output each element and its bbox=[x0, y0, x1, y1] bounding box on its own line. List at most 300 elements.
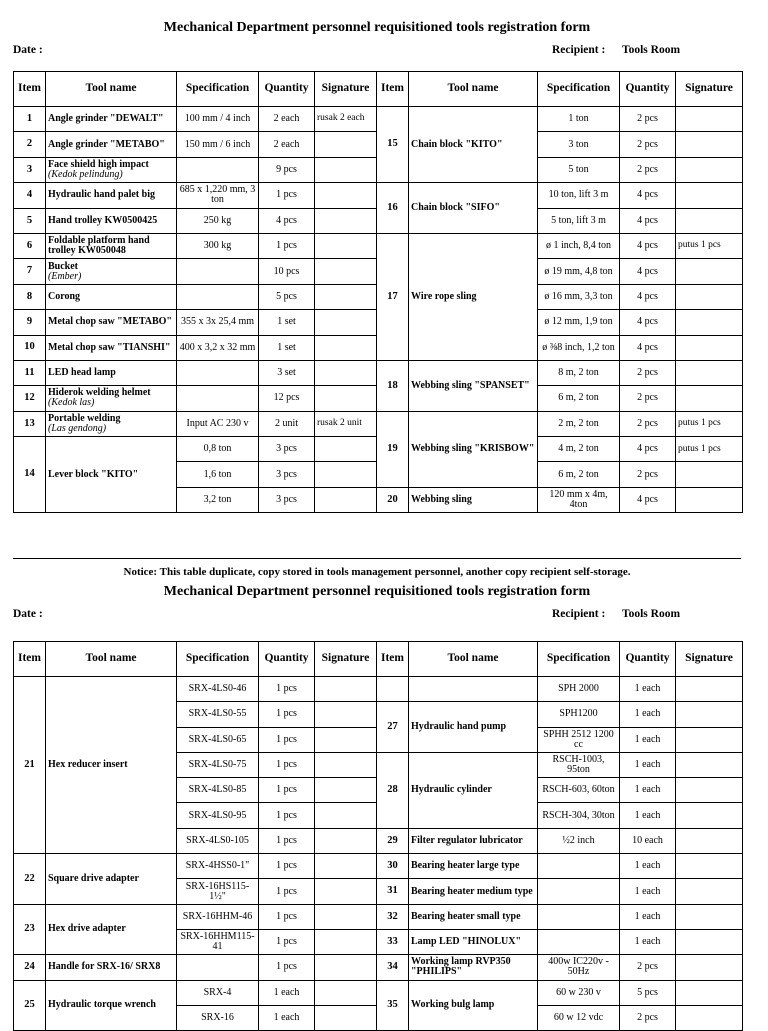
header-signature: Signature bbox=[315, 72, 377, 107]
tool-name bbox=[409, 980, 538, 1031]
quantity: 4 pcs bbox=[620, 487, 676, 512]
quantity: 1 pcs bbox=[259, 233, 315, 258]
header-tool-name: Tool name bbox=[409, 72, 538, 107]
quantity: 1 each bbox=[620, 727, 676, 752]
item-number: 2 bbox=[14, 132, 46, 157]
header-tool-name: Tool name bbox=[46, 72, 177, 107]
specification: SRX-4LS0-65 bbox=[177, 727, 259, 752]
tool-name-text: Webbing sling "KRISBOW" bbox=[411, 443, 535, 455]
item-number: 19 bbox=[377, 411, 409, 487]
quantity: 3 pcs bbox=[259, 462, 315, 487]
form1-table bbox=[13, 71, 743, 513]
header-specification: Specification bbox=[538, 72, 620, 107]
specification bbox=[177, 284, 259, 309]
tool-name bbox=[46, 437, 177, 513]
specification: ø 19 mm, 4,8 ton bbox=[538, 259, 620, 284]
header-specification: Specification bbox=[177, 642, 259, 677]
quantity: 1 pcs bbox=[259, 183, 315, 208]
quantity: 1 each bbox=[620, 929, 676, 954]
tool-name-text: Hand trolley KW0500425 bbox=[48, 214, 158, 226]
tool-name-text: Portable welding bbox=[48, 412, 121, 424]
tool-name-text: Bucket bbox=[48, 260, 78, 272]
tool-name bbox=[409, 183, 538, 234]
signature bbox=[676, 955, 743, 980]
tool-name bbox=[46, 386, 177, 411]
quantity: 2 pcs bbox=[620, 955, 676, 980]
header-specification: Specification bbox=[177, 72, 259, 107]
tool-name bbox=[409, 955, 538, 980]
quantity: 4 pcs bbox=[620, 183, 676, 208]
tool-name bbox=[46, 183, 177, 208]
specification: SPHH 2512 1200 cc bbox=[538, 727, 620, 752]
tool-name bbox=[46, 107, 177, 132]
signature bbox=[315, 854, 377, 879]
form1-title: Mechanical Department personnel requisitioned tools registration form bbox=[163, 20, 591, 35]
specification: 685 x 1,220 mm, 3 ton bbox=[177, 183, 259, 208]
signature bbox=[676, 284, 743, 309]
signature bbox=[315, 157, 377, 182]
signature bbox=[676, 929, 743, 954]
signature bbox=[676, 487, 743, 512]
signature bbox=[676, 462, 743, 487]
tool-name bbox=[46, 208, 177, 233]
header-signature: Signature bbox=[676, 72, 743, 107]
quantity: 1 each bbox=[620, 854, 676, 879]
quantity: 1 pcs bbox=[259, 702, 315, 727]
item-number: 25 bbox=[14, 980, 46, 1031]
quantity: 1 pcs bbox=[259, 828, 315, 853]
specification: 0,8 ton bbox=[177, 437, 259, 462]
quantity: 1 pcs bbox=[259, 879, 315, 904]
quantity: 4 pcs bbox=[620, 335, 676, 360]
specification: ½2 inch bbox=[538, 828, 620, 853]
item-number: 16 bbox=[377, 183, 409, 234]
specification: SRX-4LS0-55 bbox=[177, 702, 259, 727]
signature bbox=[676, 854, 743, 879]
header-quantity: Quantity bbox=[620, 642, 676, 677]
specification: 5 ton bbox=[538, 157, 620, 182]
signature bbox=[315, 929, 377, 954]
item-number: 8 bbox=[14, 284, 46, 309]
tool-name-text: Metal chop saw "TIANSHI" bbox=[48, 341, 171, 353]
item-number: 3 bbox=[14, 157, 46, 182]
quantity: 3 pcs bbox=[259, 487, 315, 512]
tool-name bbox=[46, 677, 177, 854]
specification: 4 m, 2 ton bbox=[538, 437, 620, 462]
table-row bbox=[14, 904, 743, 929]
quantity: 3 pcs bbox=[259, 437, 315, 462]
quantity: 2 pcs bbox=[620, 157, 676, 182]
signature: putus 1 pcs bbox=[676, 411, 743, 436]
specification: SPH 2000 bbox=[538, 677, 620, 702]
specification: SRX-4HSS0-1" bbox=[177, 854, 259, 879]
signature bbox=[676, 335, 743, 360]
item-number: 23 bbox=[14, 904, 46, 955]
table-row bbox=[14, 233, 743, 258]
quantity: 2 pcs bbox=[620, 1005, 676, 1030]
signature bbox=[315, 980, 377, 1005]
specification: 3,2 ton bbox=[177, 487, 259, 512]
quantity: 4 pcs bbox=[620, 310, 676, 335]
table-row bbox=[14, 677, 743, 702]
tool-name-text: Bearing heater medium type bbox=[411, 885, 533, 897]
specification: SRX-16HHM-46 bbox=[177, 904, 259, 929]
quantity: 9 pcs bbox=[259, 157, 315, 182]
header-signature: Signature bbox=[315, 642, 377, 677]
tool-name bbox=[409, 904, 538, 929]
tool-name bbox=[46, 259, 177, 284]
tool-name bbox=[46, 310, 177, 335]
tool-name-text: Webbing sling "SPANSET" bbox=[411, 379, 530, 391]
specification: ø 1 inch, 8,4 ton bbox=[538, 233, 620, 258]
tool-name-text: Hydraulic hand pump bbox=[411, 721, 507, 733]
tool-name-text: Angle grinder "METABO" bbox=[48, 138, 165, 150]
item-number: 28 bbox=[377, 752, 409, 828]
tool-name bbox=[409, 677, 538, 702]
quantity: 1 pcs bbox=[259, 677, 315, 702]
specification: SRX-4LS0-75 bbox=[177, 752, 259, 777]
tool-name-text: Chain block "KITO" bbox=[411, 138, 503, 150]
quantity: 1 pcs bbox=[259, 778, 315, 803]
form2-recipient-value: Tools Room bbox=[622, 608, 681, 620]
signature bbox=[676, 1005, 743, 1030]
quantity: 1 pcs bbox=[259, 803, 315, 828]
quantity: 4 pcs bbox=[620, 259, 676, 284]
header-item: Item bbox=[14, 72, 46, 107]
tool-name bbox=[409, 752, 538, 828]
quantity: 2 pcs bbox=[620, 386, 676, 411]
signature bbox=[315, 437, 377, 462]
tool-name-text: Hydraulic cylinder bbox=[411, 784, 492, 796]
quantity: 4 pcs bbox=[259, 208, 315, 233]
signature bbox=[676, 752, 743, 777]
quantity: 1 pcs bbox=[259, 955, 315, 980]
quantity: 10 pcs bbox=[259, 259, 315, 284]
quantity: 5 pcs bbox=[259, 284, 315, 309]
specification: 300 kg bbox=[177, 233, 259, 258]
item-number: 10 bbox=[14, 335, 46, 360]
specification: 8 m, 2 ton bbox=[538, 360, 620, 385]
item-number: 34 bbox=[377, 955, 409, 980]
signature bbox=[315, 879, 377, 904]
specification: 5 ton, lift 3 m bbox=[538, 208, 620, 233]
quantity: 1 set bbox=[259, 310, 315, 335]
quantity: 2 pcs bbox=[620, 360, 676, 385]
tool-name-note: (Kedok pelindung) bbox=[48, 168, 123, 180]
item-number: 24 bbox=[14, 955, 46, 980]
quantity: 2 pcs bbox=[620, 462, 676, 487]
item-number: 21 bbox=[14, 677, 46, 854]
notice-text: Notice: This table duplicate, copy stored in tools management personnel, another copy recipient self-storage. bbox=[123, 566, 631, 578]
signature bbox=[676, 107, 743, 132]
tool-name-text: Hydraulic hand palet big bbox=[48, 189, 155, 201]
table-row bbox=[14, 411, 743, 436]
signature: putus 1 pcs bbox=[676, 233, 743, 258]
specification: 355 x 3x 25,4 mm bbox=[177, 310, 259, 335]
signature bbox=[315, 462, 377, 487]
signature bbox=[676, 803, 743, 828]
quantity: 1 each bbox=[620, 879, 676, 904]
item-number: 5 bbox=[14, 208, 46, 233]
quantity: 2 pcs bbox=[620, 107, 676, 132]
specification: 6 m, 2 ton bbox=[538, 462, 620, 487]
specification: ø 12 mm, 1,9 ton bbox=[538, 310, 620, 335]
specification bbox=[538, 879, 620, 904]
tool-name-text: Hex drive adapter bbox=[48, 923, 126, 935]
tool-name bbox=[46, 980, 177, 1031]
specification: 3 ton bbox=[538, 132, 620, 157]
quantity: 3 set bbox=[259, 360, 315, 385]
specification: ø ⅜8 inch, 1,2 ton bbox=[538, 335, 620, 360]
signature bbox=[315, 702, 377, 727]
specification: SPH1200 bbox=[538, 702, 620, 727]
tool-name bbox=[46, 335, 177, 360]
form1-recipient-label: Recipient : bbox=[552, 44, 606, 56]
specification bbox=[177, 360, 259, 385]
header-specification: Specification bbox=[538, 642, 620, 677]
specification: SRX-4LS0-46 bbox=[177, 677, 259, 702]
quantity: 4 pcs bbox=[620, 437, 676, 462]
signature bbox=[676, 183, 743, 208]
item-number: 20 bbox=[377, 487, 409, 512]
tool-name bbox=[46, 157, 177, 182]
quantity: 1 each bbox=[620, 677, 676, 702]
quantity: 1 each bbox=[620, 803, 676, 828]
item-number: 12 bbox=[14, 386, 46, 411]
signature bbox=[315, 360, 377, 385]
signature bbox=[315, 310, 377, 335]
signature bbox=[315, 828, 377, 853]
tool-name-text: Working lamp RVP350 "PHILIPS" bbox=[411, 956, 511, 978]
tool-name-text: Bearing heater small type bbox=[411, 910, 521, 922]
header-item: Item bbox=[377, 72, 409, 107]
signature bbox=[315, 208, 377, 233]
tool-name-note: (Las gendong) bbox=[48, 422, 107, 434]
signature bbox=[676, 310, 743, 335]
signature bbox=[676, 208, 743, 233]
specification: SRX-4LS0-95 bbox=[177, 803, 259, 828]
form2-date-label: Date : bbox=[13, 608, 43, 620]
tool-name-text: Lamp LED "HINOLUX" bbox=[411, 936, 522, 948]
specification: 10 ton, lift 3 m bbox=[538, 183, 620, 208]
table-row bbox=[14, 183, 743, 208]
specification bbox=[177, 955, 259, 980]
signature bbox=[676, 259, 743, 284]
specification bbox=[538, 929, 620, 954]
item-number: 22 bbox=[14, 854, 46, 905]
tool-name-text: Hiderok welding helmet bbox=[48, 387, 151, 399]
item-number: 15 bbox=[377, 107, 409, 183]
specification: 400w IC220v - 50Hz bbox=[538, 955, 620, 980]
tool-name-text: Corong bbox=[48, 290, 81, 302]
table-row bbox=[14, 955, 743, 980]
tool-name bbox=[46, 360, 177, 385]
signature bbox=[315, 284, 377, 309]
tool-name-text: Handle for SRX-16/ SRX8 bbox=[48, 961, 161, 973]
specification: Input AC 230 v bbox=[177, 411, 259, 436]
specification: 6 m, 2 ton bbox=[538, 386, 620, 411]
specification bbox=[177, 386, 259, 411]
tool-name-text: Lever block "KITO" bbox=[48, 468, 139, 480]
quantity: 4 pcs bbox=[620, 208, 676, 233]
signature bbox=[315, 183, 377, 208]
item-number: 30 bbox=[377, 854, 409, 879]
quantity: 1 each bbox=[259, 980, 315, 1005]
tool-name-text: Bearing heater large type bbox=[411, 860, 520, 872]
specification bbox=[177, 157, 259, 182]
quantity: 1 each bbox=[620, 904, 676, 929]
item-number: 32 bbox=[377, 904, 409, 929]
specification: SRX-4 bbox=[177, 980, 259, 1005]
quantity: 2 each bbox=[259, 107, 315, 132]
tool-name bbox=[409, 487, 538, 512]
signature: putus 1 pcs bbox=[676, 437, 743, 462]
table-row bbox=[14, 980, 743, 1005]
signature bbox=[315, 487, 377, 512]
tool-name-text: Working bulg lamp bbox=[411, 999, 495, 1011]
table-row bbox=[14, 107, 743, 132]
item-number: 17 bbox=[377, 233, 409, 360]
quantity: 1 each bbox=[620, 752, 676, 777]
signature bbox=[315, 677, 377, 702]
quantity: 1 pcs bbox=[259, 854, 315, 879]
quantity: 2 each bbox=[259, 132, 315, 157]
tool-name bbox=[409, 828, 538, 853]
signature bbox=[315, 335, 377, 360]
signature bbox=[676, 980, 743, 1005]
specification: SRX-16HS115-1½" bbox=[177, 879, 259, 904]
signature bbox=[676, 702, 743, 727]
header-item: Item bbox=[14, 642, 46, 677]
tool-name bbox=[46, 132, 177, 157]
item-number bbox=[377, 677, 409, 702]
signature bbox=[676, 879, 743, 904]
item-number: 27 bbox=[377, 702, 409, 753]
specification: 100 mm / 4 inch bbox=[177, 107, 259, 132]
signature bbox=[676, 778, 743, 803]
quantity: 1 each bbox=[259, 1005, 315, 1030]
quantity: 4 pcs bbox=[620, 233, 676, 258]
specification: 2 m, 2 ton bbox=[538, 411, 620, 436]
signature bbox=[676, 132, 743, 157]
quantity: 5 pcs bbox=[620, 980, 676, 1005]
quantity: 1 each bbox=[620, 702, 676, 727]
signature bbox=[676, 386, 743, 411]
tool-name-text: Square drive adapter bbox=[48, 872, 139, 884]
specification: SRX-16HHM115-41 bbox=[177, 929, 259, 954]
form2-title: Mechanical Department personnel requisitioned tools registration form bbox=[163, 584, 591, 599]
tool-name-note: (Kedok las) bbox=[48, 397, 95, 409]
signature bbox=[315, 955, 377, 980]
signature bbox=[315, 727, 377, 752]
tool-name bbox=[409, 107, 538, 183]
signature bbox=[315, 904, 377, 929]
tool-name-text: Face shield high impact bbox=[48, 158, 149, 170]
signature bbox=[676, 828, 743, 853]
item-number: 14 bbox=[14, 437, 46, 513]
signature bbox=[315, 386, 377, 411]
section-divider bbox=[13, 558, 741, 559]
specification bbox=[177, 259, 259, 284]
signature bbox=[315, 132, 377, 157]
specification bbox=[538, 904, 620, 929]
item-number: 9 bbox=[14, 310, 46, 335]
tool-name bbox=[409, 929, 538, 954]
header-quantity: Quantity bbox=[259, 642, 315, 677]
tool-name-text: Angle grinder "DEWALT" bbox=[48, 113, 164, 125]
specification: 150 mm / 6 inch bbox=[177, 132, 259, 157]
item-number: 13 bbox=[14, 411, 46, 436]
specification: 60 w 230 v bbox=[538, 980, 620, 1005]
header-tool-name: Tool name bbox=[409, 642, 538, 677]
tool-name-text: Webbing sling bbox=[411, 494, 472, 506]
form2-recipient-label: Recipient : bbox=[552, 608, 606, 620]
quantity: 1 pcs bbox=[259, 929, 315, 954]
quantity: 12 pcs bbox=[259, 386, 315, 411]
signature: rusak 2 each bbox=[315, 107, 377, 132]
tool-name bbox=[46, 955, 177, 980]
specification: ø 16 mm, 3,3 ton bbox=[538, 284, 620, 309]
tool-name bbox=[409, 233, 538, 360]
item-number: 11 bbox=[14, 360, 46, 385]
tool-name-text: Hex reducer insert bbox=[48, 759, 128, 771]
tool-name-text: Foldable platform hand trolley KW050048 bbox=[48, 235, 150, 257]
item-number: 31 bbox=[377, 879, 409, 904]
specification: 1,6 ton bbox=[177, 462, 259, 487]
specification: RSCH-304, 30ton bbox=[538, 803, 620, 828]
item-number: 18 bbox=[377, 360, 409, 411]
form1-date-label: Date : bbox=[13, 44, 43, 56]
quantity: 4 pcs bbox=[620, 284, 676, 309]
signature bbox=[315, 803, 377, 828]
signature bbox=[676, 677, 743, 702]
tool-name-text: Filter regulator lubricator bbox=[411, 834, 523, 846]
form1-recipient-value: Tools Room bbox=[622, 44, 681, 56]
tool-name-text: Wire rope sling bbox=[411, 290, 477, 302]
tool-name bbox=[46, 284, 177, 309]
header-quantity: Quantity bbox=[259, 72, 315, 107]
signature bbox=[315, 778, 377, 803]
item-number: 1 bbox=[14, 107, 46, 132]
item-number: 7 bbox=[14, 259, 46, 284]
quantity: 2 unit bbox=[259, 411, 315, 436]
tool-name-text: Metal chop saw "METABO" bbox=[48, 316, 172, 328]
signature: rusak 2 unit bbox=[315, 411, 377, 436]
item-number: 6 bbox=[14, 233, 46, 258]
header-signature: Signature bbox=[676, 642, 743, 677]
specification: 1 ton bbox=[538, 107, 620, 132]
quantity: 1 pcs bbox=[259, 752, 315, 777]
tool-name-note: (Ember) bbox=[48, 270, 82, 282]
specification: 400 x 3,2 x 32 mm bbox=[177, 335, 259, 360]
quantity: 2 pcs bbox=[620, 411, 676, 436]
specification: RSCH-1003, 95ton bbox=[538, 752, 620, 777]
signature bbox=[676, 727, 743, 752]
item-number: 35 bbox=[377, 980, 409, 1031]
quantity: 10 each bbox=[620, 828, 676, 853]
specification: RSCH-603, 60ton bbox=[538, 778, 620, 803]
table-row bbox=[14, 360, 743, 385]
specification: 60 w 12 vdc bbox=[538, 1005, 620, 1030]
signature bbox=[676, 157, 743, 182]
specification: 120 mm x 4m, 4ton bbox=[538, 487, 620, 512]
tool-name-text: LED head lamp bbox=[48, 367, 116, 379]
signature bbox=[315, 752, 377, 777]
tool-name bbox=[46, 904, 177, 955]
item-number: 33 bbox=[377, 929, 409, 954]
quantity: 1 each bbox=[620, 778, 676, 803]
quantity: 1 pcs bbox=[259, 727, 315, 752]
